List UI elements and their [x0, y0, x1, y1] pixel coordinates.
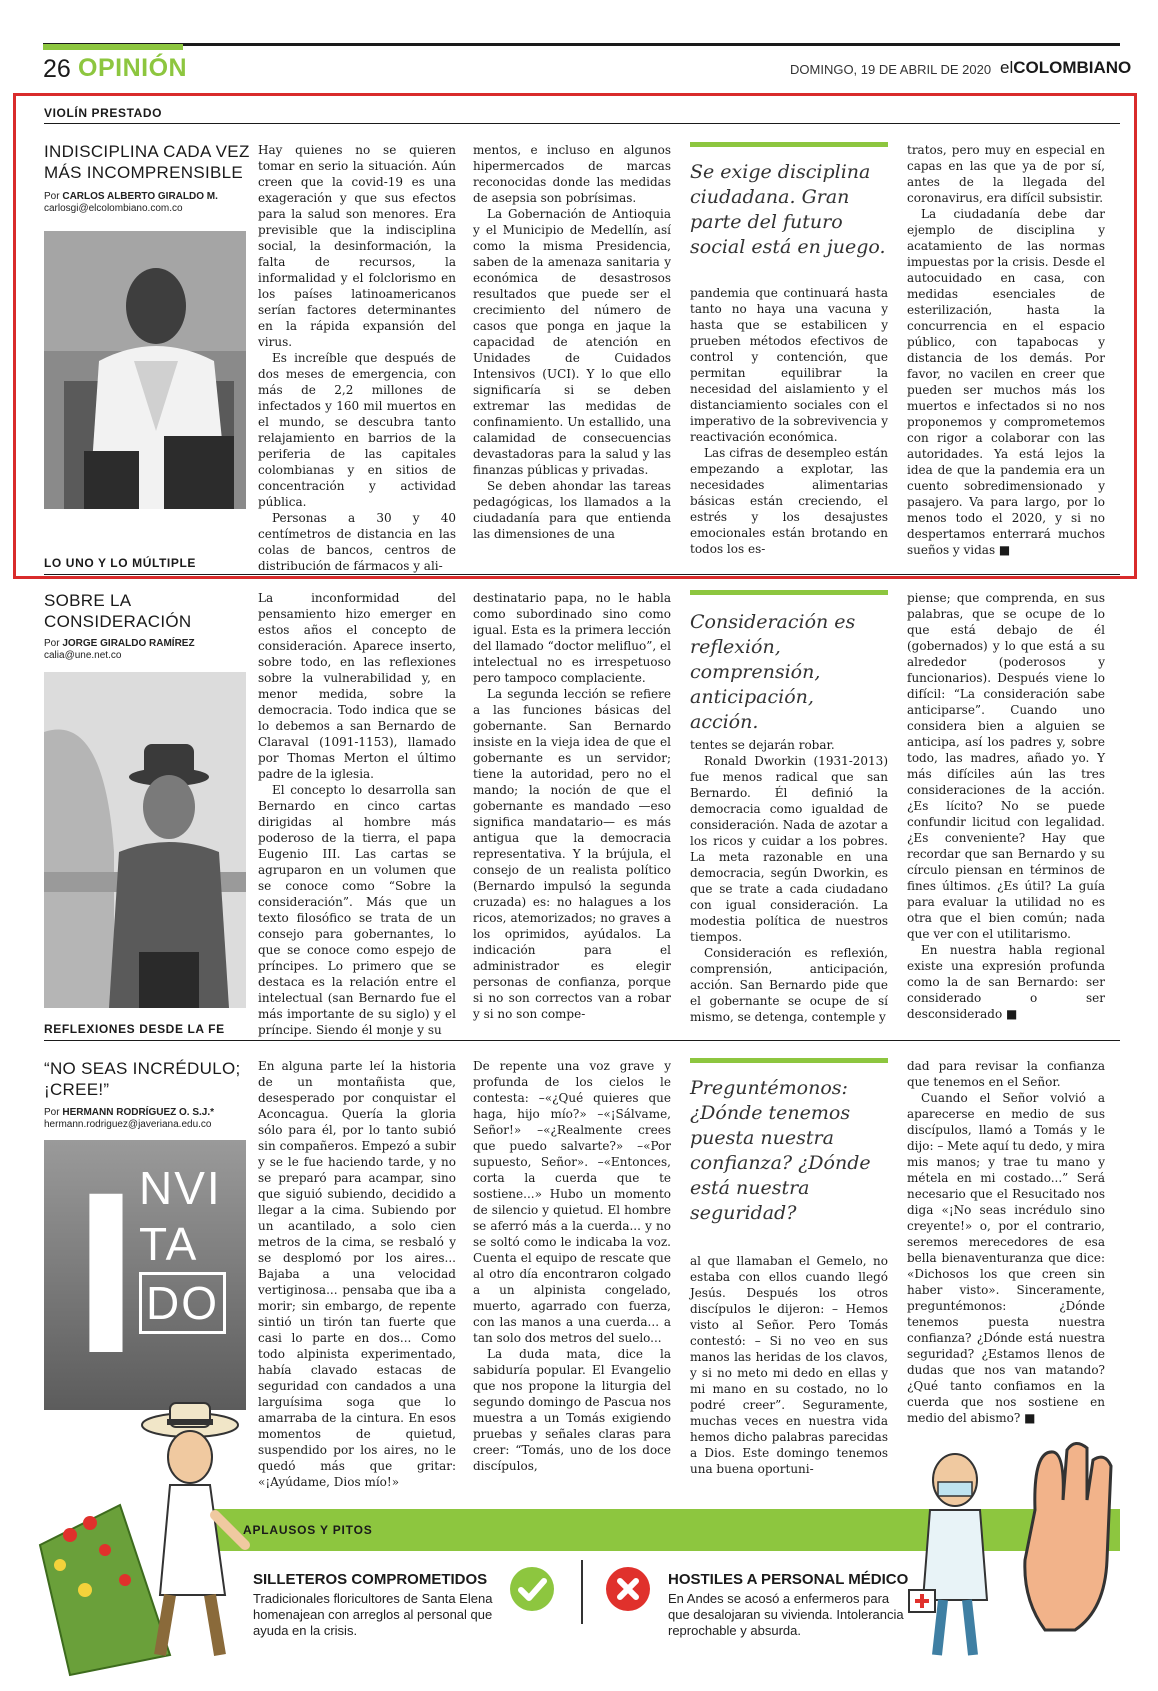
newspaper-logo	[1000, 58, 1131, 78]
stop-hand-icon	[1015, 1440, 1125, 1640]
section-accent-bar	[43, 44, 183, 50]
pito-text: En Andes se acosó a enfermeros para que desalojaran su vivienda. Intolerancia reprochable y absurda.	[668, 1591, 904, 1638]
silletero-illustration	[30, 1395, 260, 1685]
paragraph: La segunda lección se refiere a las funciones básicas del gobernante. San Bernardo insiste en la vieja idea de que el gobernante es un servidor; tiene la autoridad, pero no el mando; la noción de que el gobernante es mandado —eso significa mandatario— es más antigua que la democracia representativa. Y la brújula, el consejo de un realista político (Bernardo impulsó la segunda cruzada) es: no halagues a los ricos, atemorizados; no graves a los oprimidos, ayúdalos. La indicación para el administrador es elegir personas de confianza, porque si no son correctos van a robar y si no son compe-	[473, 687, 671, 1021]
paragraph: En nuestra habla regional existe una expresión profunda como la de san Bernardo: ser considerado o ser desconsiderado ■	[907, 943, 1105, 1021]
article-headline: INDISCIPLINA CADA VEZ MÁS INCOMPRENSIBLE	[44, 142, 250, 182]
pullquote-bar	[690, 1058, 888, 1063]
article-column-3	[690, 1253, 888, 1476]
author-photo	[44, 231, 246, 509]
invitado-word	[139, 1160, 234, 1334]
author-email[interactable]: carlosgi@elcolombiano.com.co	[44, 203, 183, 214]
header-rule	[43, 43, 1120, 46]
article-column-4	[907, 142, 1105, 557]
byline	[44, 638, 254, 662]
column-kicker: LO UNO Y LO MÚLTIPLE	[44, 556, 197, 570]
issue-date: DOMINGO, 19 DE ABRIL DE 2020	[790, 62, 992, 77]
article-column-2	[473, 590, 671, 1021]
paragraph: dad para revisar la confianza que tenemos en el Señor.	[907, 1059, 1105, 1089]
author-name: HERMANN RODRÍGUEZ O. S.J.*	[62, 1107, 215, 1118]
column-kicker: VIOLÍN PRESTADO	[44, 106, 163, 120]
byline	[44, 191, 254, 215]
article-headline: “NO SEAS INCRÉDULO; ¡CREE!”	[44, 1059, 241, 1099]
article-column-2	[473, 142, 671, 542]
by-prefix: Por	[44, 638, 60, 649]
author-email[interactable]: hermann.rodriguez@javeriana.edu.co	[44, 1119, 212, 1130]
section-title: OPINIÓN	[78, 54, 188, 82]
footer-divider	[581, 1560, 583, 1624]
paragraph: Personas a 30 y 40 centímetros de distancia en las colas de bancos, centros de distribución de fármacos y ali-	[258, 511, 456, 573]
logo-name: COLOMBIANO	[1013, 58, 1132, 77]
paragraph: Cuando el Señor volvió a aparecerse en medio de sus discípulos, llamó a Tomás y le dijo: – Mete aquí tu dedo, y mira mis manos; y trae tu mano y métela en mi costado...” Será necesario que el Resucitado nos diga «¡No seas incrédulo sino creyente!» o, por el contrario, seremos merecedores de esa bella bienaventuranza que dice: «Dichosos los que creen sin haber visto». Sinceramente, preguntémonos: ¿Dónde tenemos puesta nuestra confianza? ¿Dónde está nuestra seguridad? ¿Estamos llenos de dudas que nos van matando? ¿Qué tanto confiamos en la cuerda que nos sostiene en medio del abismo? ■	[907, 1091, 1105, 1425]
by-prefix: Por	[44, 1107, 60, 1118]
pullquote-bar	[690, 142, 888, 147]
paragraph: al que llamaban el Gemelo, no estaba con ellos cuando llegó Jesús. Después los otros discípulos le dijeron: – Hemos visto al Señor. Pero Tomás contestó: – Si no veo en sus manos las heridas de los clavos, y si no meto mi dedo en ellas y mi mano en su costado, no lo podré creer”. Seguramente, muchas veces en nuestra vida hemos dicho palabras parecidas a Dios. Este domingo tenemos una buena oportuni-	[690, 1254, 888, 1476]
author-name: CARLOS ALBERTO GIRALDO M.	[62, 191, 218, 202]
article-column-3	[690, 285, 888, 556]
paragraph: La ciudadanía debe dar ejemplo de disciplina y acatamiento de las normas impuestas por la crisis. Desde el autocuidado en casa, con medidas esenciales de esterilización, hasta la concurrencia en el espacio público, con tapabocas y distancia de los demás. Por favor, no vacilen en creer que pueden ser muchos más los muertos e infectados si no nos proponemos y comprometemos con rigor a colaborar con las autoridades. Ya está lejos la idea de que la pandemia era un cuento sobredimensionado y pasajero. Va para largo, por lo menos todo el 2020, y si no despertamos enterrará muchos sueños y vidas ■	[907, 207, 1105, 557]
aplauso-title: SILLETEROS COMPROMETIDOS	[253, 1571, 488, 1588]
paragraph: La duda mata, dice la sabiduría popular. El Evangelio que nos propone la liturgia del segundo domingo de Pascua nos muestra a un Tomás exigiendo pruebas y señales claras para creer: “Tomás, uno de los doce discípulos,	[473, 1347, 671, 1473]
by-prefix: Por	[44, 191, 60, 202]
article-column-1	[258, 1058, 456, 1489]
paragraph: Hay quienes no se quieren tomar en serio la situación. Aún creen que la covid-19 es una exageración y que sus efectos para la salud son menores. Era previsible que la indisciplina social, la desinformación, la falta de recursos, la informalidad y el folclorismo en los países latinoamericanos serían factores determinantes en la rápida expansión del virus.	[258, 143, 456, 349]
author-portrait-illustration	[44, 231, 246, 509]
invitado-line: TA	[139, 1218, 199, 1270]
page-number: 26	[43, 55, 71, 83]
pito-title: HOSTILES A PERSONAL MÉDICO	[668, 1571, 909, 1588]
paragraph: Es increíble que después de dos meses de emergencia, con más de 2,2 millones de infectados y 160 mil muertos en el mundo, se descubra tanto relajamiento en barrios de la periferia de las capitales colombianas y en sitios de concentración y actividad pública.	[258, 351, 456, 509]
paragraph: piense; que comprenda, en sus palabras, que se ocupe de lo que está debajo de él (gobernados) y lo que está a su alrededor (poderosos y funcionarios). Después viene lo difícil: “La consideración sabe anticiparse”. Cuando uno considera bien a alguien se anticipa, así los padres y, sobre todo, las madres, añado yo. Y más difíciles aún las tres consideraciones de la acción. ¿Es lícito? No se puede confundir licitud con legalidad. ¿Es conveniente? Hay que recordar que san Bernardo y su círculo piensan en términos de fines últimos. ¿Es útil? La guía para evaluar la utilidad no es otra que el bien común; nada que ver con el utilitarismo.	[907, 591, 1105, 941]
paragraph: Consideración es reflexión, comprensión, anticipación, acción. San Bernardo pide que el gobernante se ocupe de sí mismo, se detenga, contemple y	[690, 946, 888, 1024]
pull-quote: Preguntémonos: ¿Dónde tenemos puesta nuestra confianza? ¿Dónde está nuestra seguridad?	[690, 1077, 871, 1224]
article-column-4	[907, 1058, 1105, 1473]
article-column-1	[258, 590, 456, 1037]
author-name: JORGE GIRALDO RAMÍREZ	[62, 638, 195, 649]
kicker-rule	[44, 123, 1120, 124]
kicker-rule	[44, 574, 1120, 575]
pullquote-bar	[690, 590, 888, 595]
kicker-rule	[44, 1040, 1120, 1041]
paragraph: tentes se dejarán robar.	[690, 738, 835, 752]
paragraph: De repente una voz grave y profunda de los cielos le contesta: –«¿Qué quieres que haga, hijo mío?» –«¡Sálvame, Señor!» –«¿Realmente crees que puedo salvarte?» –«Por supuesto, Señor». –«Entonces, corta la cuerda que te sostiene...» Hubo un momento de silencio y quietud. El hombre se aferró más a la cuerda... y no se soltó como le indicaba la voz. Cuenta el equipo de rescate que al otro día encontraron colgado a un alpinista congelado, muerto, agarrado con fuerza, con las manos a una cuerda... a tan solo dos metros del suelo...	[473, 1059, 671, 1345]
paragraph: tratos, pero muy en especial en capas en las que ya de por sí, antes de la llegada del coronavirus, era difícil subsistir.	[907, 143, 1105, 205]
paragraph: Las cifras de desempleo están empezando a explotar, las necesidades alimentarias básicas están creciendo, el estrés y los desajustes emocionales están brotando en todos los es-	[690, 446, 888, 556]
paragraph: mentos, e incluso en algunos hipermercados de marcas reconocidas donde las medidas de asepsia son pobrísimas.	[473, 143, 671, 205]
column-kicker: REFLEXIONES DESDE LA FE	[44, 1022, 225, 1036]
author-email[interactable]: calia@une.net.co	[44, 650, 122, 661]
article-column-4	[907, 590, 1105, 1021]
pull-quote: Consideración es reflexión, comprensión, anticipación, acción.	[690, 611, 856, 733]
check-icon	[510, 1567, 554, 1611]
author-portrait-illustration	[44, 672, 246, 1008]
article-column-3	[690, 737, 888, 1024]
pull-quote: Se exige disciplina ciudadana. Gran parte del futuro social está en juego.	[690, 161, 886, 258]
paragraph: pandemia que continuará hasta tanto no haya una vacuna y hasta que se estabilicen y prueben métodos efectivos de control y contención, que permitan equilibrar la necesidad del aislamiento y el distanciamiento sociales con el imperativo de la sobrevivencia y reactivación económica.	[690, 286, 888, 444]
invitado-initial: I	[74, 1144, 138, 1401]
logo-prefix: el	[1000, 58, 1014, 77]
silletero-cartoon	[30, 1395, 260, 1685]
paragraph: Se deben ahondar las tareas pedagógicas, los llamados a la ciudadanía para que entienda las dimensiones de una	[473, 479, 671, 541]
invitado-line: DO	[139, 1272, 226, 1334]
aplausos-label: APLAUSOS Y PITOS	[243, 1523, 373, 1537]
paragraph: En alguna parte leí la historia de un montañista que, desesperado por conquistar el Aconcagua. Quería la gloria sólo para él, por lo tanto subió sin compañeros. Empezó a subir y se le fue haciendo tarde, y no se preparó para acampar, sino que siguió subiendo, decidido a llegar a la cima. Subiendo por un acantilado, a solo cien metros de la cima, se resbaló y se desplomó por los aires... Bajaba a una velocidad vertiginosa... pensaba que iba a morir; sin embargo, de repente sintió un tirón tan fuerte que casi lo parte en dos... Como todo alpinista experimentado, había clavado estacas de seguridad con candados a una larguísima soga que lo amarraba de la cintura. En esos momentos de quietud, suspendido por los aires, no le quedó más que gritar: «¡Ayúdame, Dios mío!»	[258, 1059, 456, 1489]
aplauso-text: Tradicionales floricultores de Santa Elena homenajean con arreglos al personal que ayuda en la crisis.	[253, 1591, 493, 1638]
paragraph: El concepto lo desarrolla san Bernardo en cinco cartas dirigidas al hombre más poderoso de la tierra, el papa Eugenio III. Las cartas se agruparon en un volumen que se conoce como “Sobre la consideración”. Más que un texto filosófico se trata de un consejo para gobernantes, lo que se conoce como espejo de príncipes. Lo primero que se destaca es la relación entre el intelectual (san Bernardo fue el más importante de su siglo) y el príncipe. Siendo él monje y su	[258, 783, 456, 1037]
cross-icon	[606, 1567, 650, 1611]
paragraph: La Gobernación de Antioquia y el Municipio de Medellín, así como la misma Presidencia, saben de la amenaza sanitaria y económica de desastrosos resultados que puede ser el crecimiento del número de casos que ponga en jaque la capacidad de atención en Unidades de Cuidados Intensivos (UCI). Y lo que ello significaría si se deben extremar las medidas de confinamiento. Un estallido, una calamidad de consecuencias devastadoras para la salud y las finanzas públicas y privadas.	[473, 207, 671, 477]
doctor-cartoon	[905, 1440, 1005, 1670]
paragraph: destinatario papa, no le habla como subordinado sino como igual. Esta es la primera lección del llamado “doctor melifluo”, el intelectual no es irrespetuoso pero tampoco complaciente.	[473, 591, 671, 685]
author-photo	[44, 672, 246, 1008]
invitado-line: NVI	[139, 1162, 222, 1214]
invitado-graphic	[44, 1140, 246, 1410]
article-column-2	[473, 1058, 671, 1473]
byline	[44, 1107, 254, 1131]
paragraph: La inconformidad del pensamiento hizo emerger en estos años el concepto de consideración. Aparece inserto, sobre todo, en las reflexiones sobre la vulnerabilidad y, en menor medida, sobre la democracia. Todo indica que se lo debemos a san Bernardo de Claraval (1091-1153), llamado por Thomas Merton el último padre de la iglesia.	[258, 591, 456, 781]
doctor-illustration	[905, 1440, 1005, 1670]
article-headline: SOBRE LA CONSIDERACIÓN	[44, 591, 192, 631]
article-column-1	[258, 142, 456, 573]
paragraph: Ronald Dworkin (1931-2013) fue menos radical que san Bernardo. Él definió la democracia como igualdad de consideración. Nada de azotar a los ricos y cuidar a los pobres. La meta razonable en una democracia, según Dworkin, es que se trate a cada ciudadano con igual consideración. La modestia política de nuestros tiempos.	[690, 754, 888, 944]
